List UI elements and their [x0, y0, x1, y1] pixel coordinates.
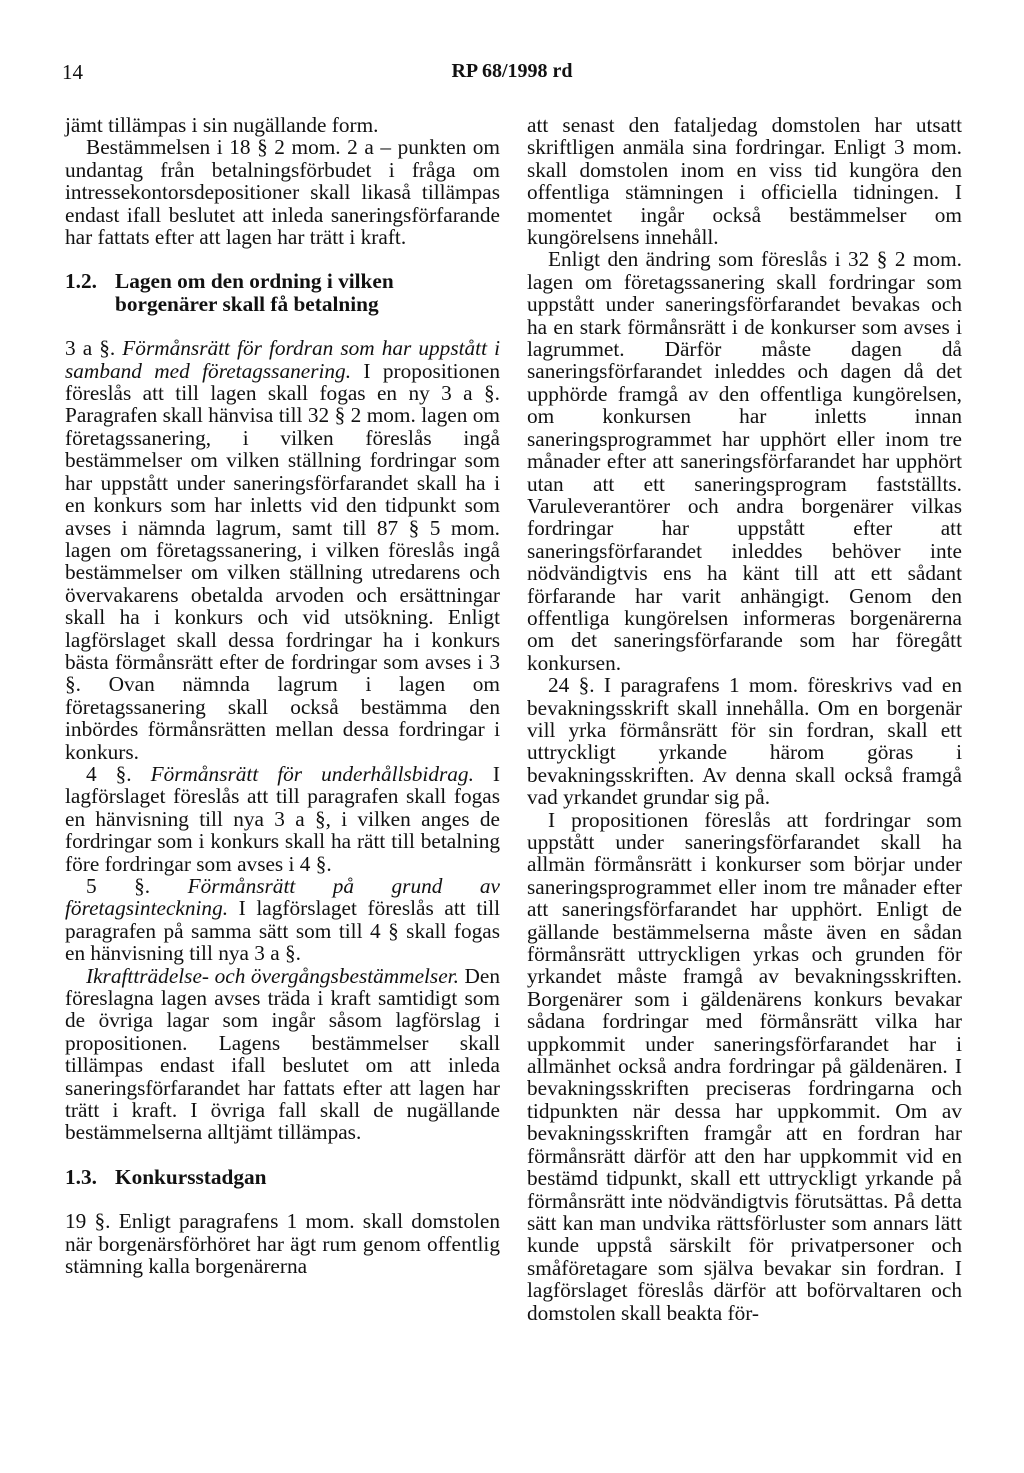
- paragraph: jämt tillämpas i sin nugällande form.: [65, 113, 379, 137]
- section-title: Konkursstadgan: [115, 1164, 267, 1189]
- paragraph: [65, 965, 500, 1144]
- page-number: 14: [62, 60, 83, 84]
- paragraph-text: I lagförslaget föreslås att till paragrafen skall fogas en hänvisning till nya 3 a §, i vilken anges de fordringar som i konkurs skall ha rätt till betalning före fordringar som avses i 4 §.: [65, 761, 500, 876]
- paragraph-lead: 4 §.: [86, 761, 151, 786]
- paragraph: 24 §. I paragrafens 1 mom. föreskrivs vad en bevakningsskrift skall innehålla. Om en borgenär vill yrka förmånsrätt för sin fordran, skall ett uttryckligt yrkande härom göras i bevakningsskriften. Av denna skall också framgå vad yrkandet grundar sig på.: [527, 673, 962, 810]
- paragraph-text: I propositionen föreslås att till lagen skall fogas en ny 3 a §. Paragrafen skall hänvisa till 32 § 2 mom. lagen om företagssanering, i vilken föreslås ingå bestämmelser om vilken ställning fordringar som har uppstått under saneringsförfarandet skall ha i en konkurs som har inletts vid den tidpunkt som avses i nämnda lagrum, samt till 87 § 5 mom. lagen om företagssanering, i vilken föreslås ingå bestämmelser om vilken ställning utredarens och övervakarens obetalda arvoden och ersättningar skall ha i konkurs och vid utsökning. Enligt lagförslaget skall dessa fordringar ha i konkurs bästa förmånsrätt efter de fordringar som avses i 3 §. Ovan nämnda lagrum i lagen om företagssanering skall också bestämma den inbördes förmånsrätten mellan dessa fordringar i konkurs.: [65, 358, 500, 764]
- paragraph: Enligt den ändring som föreslås i 32 § 2 mom. lagen om företagssanering skall fordringar som uppstått under saneringsförfarandet bevakas och ha en stark förmånsrätt i de konkurser som avses i lagrummet. Därför måste dagen då saneringsförfarandet inleddes och dagen då det upphörde framgå av den offentliga kungörelsen, om konkursen har inletts innan saneringsprogrammet har upphört eller inom tre månader efter att saneringsförfarandet har upphört utan att ett saneringsprogram fastställts. Varuleverantörer och andra borgenärer vilkas fordringar har uppstått efter att saneringsförfarandet inleddes behöver inte nödvändigtvis ens ha känt till att ett sådant förfarande har varit anhängigt. Genom den offentliga kungörelsen informeras borgenärerna om det saneringsförfarande som har föregått konkursen.: [527, 247, 962, 675]
- paragraph: [65, 875, 500, 965]
- section-title: Lagen om den ordning i vilken borgenärer skall få betalning: [115, 269, 394, 316]
- paragraph: [65, 337, 500, 763]
- paragraph-text: Den föreslagna lagen avses träda i kraft samtidigt som de övriga lagar som ingår såsom lagförslag i propositionen. Lagens bestämmelser skall tillämpas endast ifall beslutet om att inleda saneringsförfarandet har fattats efter att lagen har trätt i kraft. I övriga fall skall de nugällande bestämmelserna alltjämt tillämpas.: [65, 963, 500, 1145]
- page-header: [62, 60, 962, 90]
- paragraph-rubric: Förmånsrätt på grund av företagsinteckning.: [65, 874, 500, 921]
- section-heading-1-2: [65, 270, 500, 315]
- paragraph-lead: 5 §.: [86, 874, 188, 898]
- section-number: 1.2.: [65, 269, 97, 294]
- paragraph-rubric: Förmånsrätt för fordran som har uppstått i samband med företagssanering.: [65, 336, 501, 383]
- paragraph: I propositionen föreslås att fordringar som uppstått under saneringsförfarandet skall ha allmän förmånsrätt i konkurser som börjar under saneringsprogrammet eller inom tre månader efter att saneringsförfarandet har upphört. Enligt de gällande bestämmelserna måste även en sådan förmånsrätt uttryckligen yrkas och grunden för yrkandet måste framgå av bevakningsskriften. Borgenärer som i gäldenärens konkurs bevakar sådana fordringar med förmånsrätt vilka har uppkommit under saneringsförfarandet har i allmänhet också andra fordringar på gäldenären. I bevakningsskriften preciseras fordringarna och tidpunkten när dessa har uppkommit. Om av bevakningsskriften framgår att en fordran har förmånsrätt därför att den har uppkommit vid en bestämd tidpunkt, skall ett uttryckligt yrkande på förmånsrätt inte nödvändigtvis förutsättas. På detta sätt kan man undvika rättsförluster som annars lätt kunde uppstå särskilt för privatpersoner och småföretagare som själva bevakar sin fordran. I lagförslaget föreslås därför att boförvaltaren och domstolen skall beakta för-: [527, 807, 962, 1325]
- paragraph: att senast den fataljedag domstolen har utsatt skriftligen anmäla sina fordringar. Enligt 3 mom. skall domstolen inom en viss tid kungöra den offentliga stämningen i officiella tidningen. I momentet ingår också bestämmelser om kungörelsens innehåll.: [527, 113, 962, 250]
- paragraph: [65, 763, 500, 875]
- section-heading-1-3: [65, 1166, 500, 1188]
- section-number: 1.3.: [65, 1164, 97, 1189]
- paragraph-text: I lagförslaget föreslås att till paragrafen på samma sätt som till 4 § skall fogas en hänvisning till nya 3 a §.: [65, 896, 500, 966]
- paragraph-lead: 3 a §.: [65, 336, 123, 361]
- paragraph-rubric: Förmånsrätt för underhållsbidrag.: [150, 761, 474, 786]
- right-column: [527, 114, 962, 1324]
- paragraph: Bestämmelsen i 18 § 2 mom. 2 a – punkten om undantag från betalningsförbudet i fråga om intressekontorsdepositioner skall likaså tillämpas endast ifall beslutet att inleda saneringsförfarande har fattats efter att lagen har trätt i kraft.: [65, 135, 500, 250]
- paragraph: 19 §. Enligt paragrafens 1 mom. skall domstolen när borgenärsförhöret har ägt rum genom offentlig stämning kalla borgenärerna: [65, 1209, 500, 1279]
- paragraph-rubric: Ikraftträdelse- och övergångsbestämmelser.: [86, 963, 459, 988]
- running-head: RP 68/1998 rd: [451, 60, 573, 82]
- left-column: [65, 114, 500, 1278]
